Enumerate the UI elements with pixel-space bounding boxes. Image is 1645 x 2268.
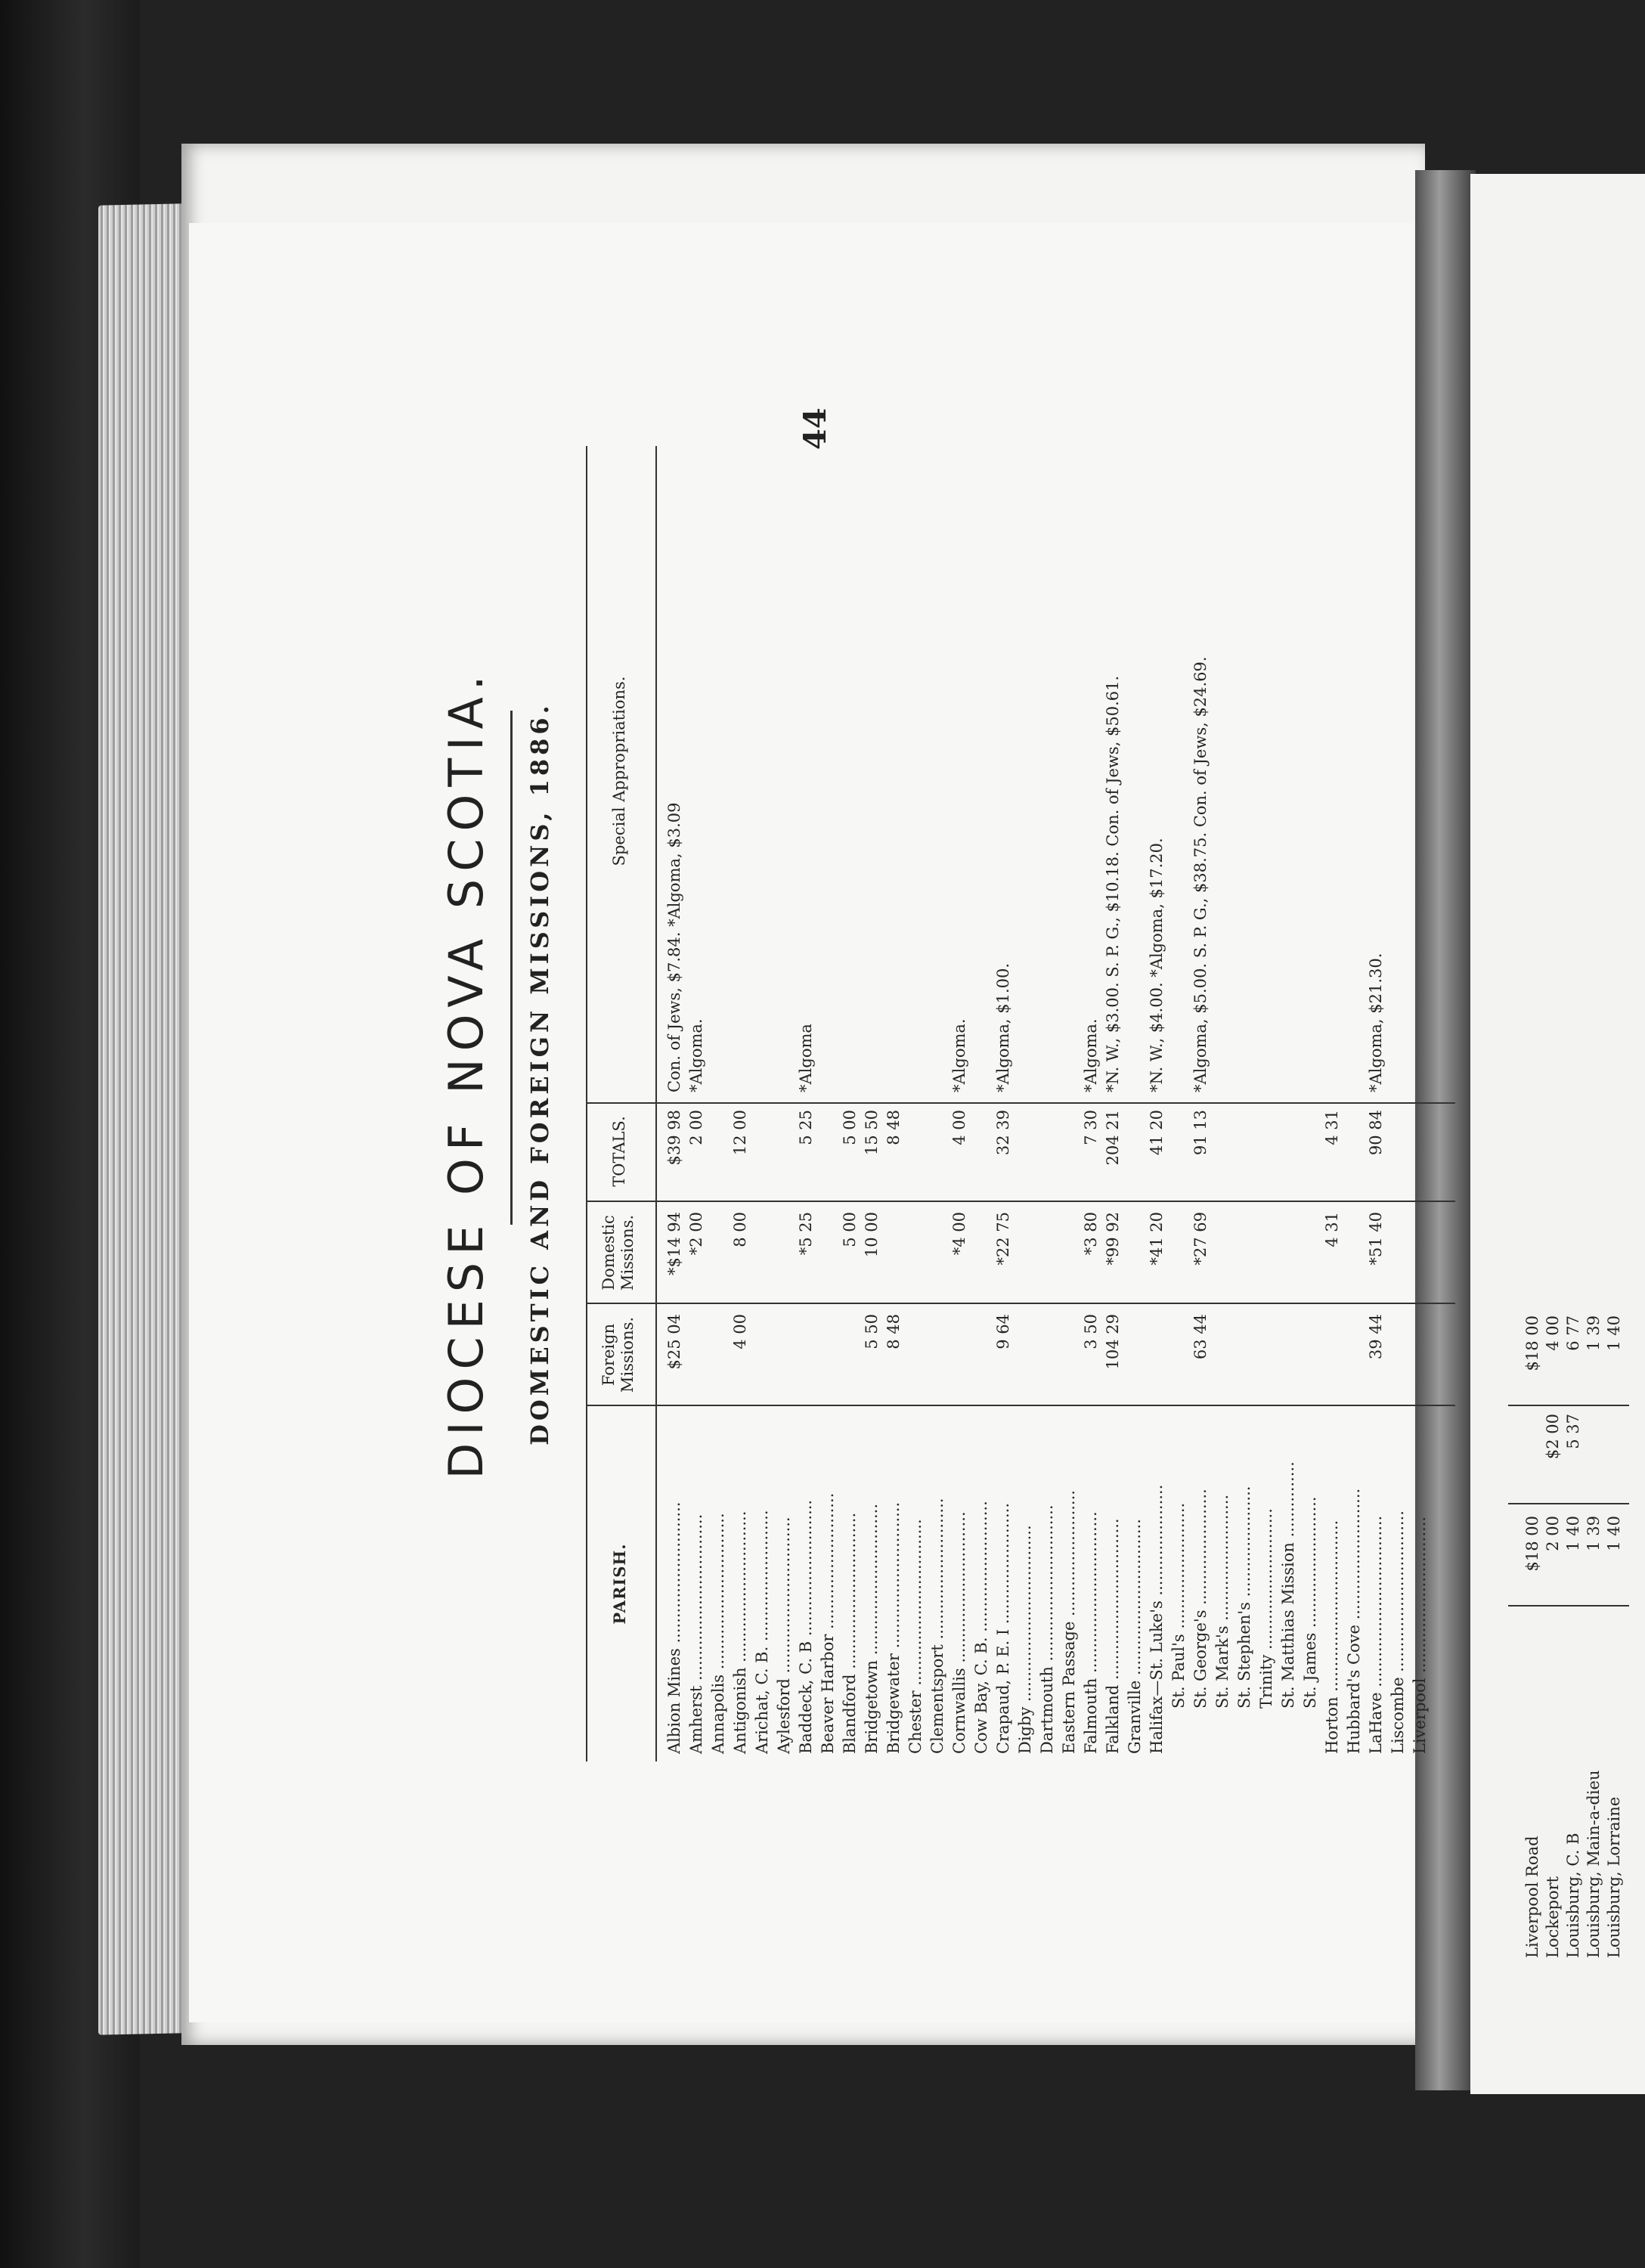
next-page-preview [1508, 1308, 1629, 1988]
parish-name: St. Mark's ......................... [1213, 1494, 1231, 1709]
total-value: 6 77 [1564, 1315, 1582, 1351]
foreign-missions-value: 9 64 [994, 1314, 1012, 1349]
foreign-missions-value: $25 04 [665, 1314, 683, 1370]
special-appropriation-note: *Algoma. [950, 1018, 968, 1092]
parish-name: Liverpool Road [1523, 1836, 1541, 1958]
parish-name: St. James .......................... [1301, 1496, 1319, 1709]
domestic-missions-value: $2 00 [1544, 1414, 1562, 1460]
parish-name: Bridgetown .............................. [863, 1503, 881, 1754]
parish-name: Dartmouth ............................... [1038, 1504, 1056, 1754]
total-value: 15 50 [863, 1110, 881, 1156]
domestic-missions-value: 5 00 [841, 1212, 859, 1247]
total-value: 1 40 [1605, 1315, 1623, 1351]
total-value: 1 39 [1585, 1315, 1603, 1351]
parish-name: Crapaud, P. E. I ........................ [994, 1503, 1012, 1754]
column-rule [1508, 1605, 1629, 1606]
parish-name: Louisburg, Lorraine [1605, 1796, 1623, 1958]
parish-name: Baddeck, C. B ........................... [797, 1499, 815, 1754]
total-value: 5 25 [797, 1110, 815, 1145]
parish-name: St. Paul's ......................... [1169, 1502, 1188, 1709]
domestic-missions-value: 8 00 [731, 1212, 749, 1247]
parish-name: Clementsport ............................ [928, 1498, 946, 1754]
parish-name: Blandford ............................... [841, 1512, 859, 1754]
column-rule [586, 1405, 1455, 1406]
table-header-rule [655, 446, 657, 1761]
total-value: 5 00 [841, 1110, 859, 1145]
special-appropriation-note: *Algoma [797, 1024, 815, 1092]
special-appropriation-note: *Algoma, $1.00. [994, 962, 1012, 1092]
domestic-missions-value: *3 80 [1082, 1212, 1100, 1256]
parish-name: Digby ................................... [1016, 1525, 1034, 1754]
column-rule [1508, 1405, 1629, 1406]
domestic-missions-value: *$14 94 [665, 1212, 683, 1275]
domestic-missions-value: *5 25 [797, 1212, 815, 1256]
total-value: 4 00 [950, 1110, 968, 1145]
page-title: DIOCESE OF NOVA SCOTIA. [438, 668, 494, 1479]
column-header-parish: PARISH. [610, 1543, 629, 1625]
special-appropriation-note: *N. W., $4.00. *Algoma, $17.20. [1148, 838, 1166, 1092]
foreign-missions-value: 63 44 [1191, 1314, 1210, 1360]
special-appropriation-note: *Algoma, $21.30. [1367, 953, 1385, 1092]
total-value: 204 21 [1104, 1110, 1122, 1166]
total-value: 91 13 [1191, 1110, 1210, 1156]
rotated-page-content [367, 318, 1463, 1830]
total-value: 4 31 [1323, 1110, 1341, 1145]
special-appropriation-note: *Algoma. [687, 1018, 705, 1092]
domestic-missions-value: *41 20 [1148, 1212, 1166, 1266]
foreign-missions-value: 8 48 [884, 1314, 903, 1349]
domestic-missions-value: *51 40 [1367, 1212, 1385, 1266]
foreign-missions-value: 5 50 [863, 1314, 881, 1349]
parish-name: Lockeport [1544, 1876, 1562, 1958]
domestic-missions-value: 10 00 [863, 1212, 881, 1258]
column-header-domestic: Domestic Missions. [599, 1214, 637, 1291]
foreign-missions-value: 4 00 [731, 1314, 749, 1349]
domestic-missions-value: *99 92 [1104, 1212, 1122, 1266]
page-subtitle: DOMESTIC AND FOREIGN MISSIONS, 1886. [525, 702, 554, 1445]
column-rule [586, 1102, 1455, 1104]
column-header-totals: TOTALS. [610, 1116, 628, 1187]
special-appropriation-note: *N. W., $3.00. S. P. G., $10.18. Con. of Jews, $50.61. [1104, 675, 1122, 1092]
foreign-missions-value: $18 00 [1523, 1516, 1541, 1572]
parish-name: Louisburg, C. B [1564, 1833, 1582, 1958]
parish-name: Annapolis ............................... [709, 1513, 727, 1754]
total-value: 12 00 [731, 1110, 749, 1156]
parish-name: Amherst ................................. [687, 1514, 705, 1754]
foreign-missions-value: 1 39 [1585, 1516, 1603, 1551]
parish-name: Hubbard's Cove .......................... [1345, 1488, 1363, 1754]
parish-name: Bridgewater ............................. [884, 1501, 903, 1754]
domestic-missions-value: *4 00 [950, 1212, 968, 1256]
total-value: 8 48 [884, 1110, 903, 1145]
total-value: 41 20 [1148, 1110, 1166, 1156]
parish-name: Liscombe ................................ [1389, 1510, 1407, 1754]
total-value: 2 00 [687, 1110, 705, 1145]
foreign-missions-value: 2 00 [1544, 1516, 1562, 1551]
domestic-missions-value: 4 31 [1323, 1212, 1341, 1247]
domestic-missions-value: *2 00 [687, 1212, 705, 1256]
total-value: 7 30 [1082, 1110, 1100, 1145]
parish-name: Cornwallis .............................. [950, 1511, 968, 1754]
parish-name: Aylesford ............................... [775, 1517, 793, 1754]
parish-name: St. Matthias Mission ............... [1279, 1461, 1297, 1709]
page-number: 44 [798, 407, 833, 450]
parish-name: Arichat, C. B. .......................... [753, 1510, 771, 1754]
parish-name: Beaver Harbor ........................... [819, 1492, 837, 1754]
parish-name: Trinity ............................ [1257, 1508, 1275, 1709]
parish-name: Louisburg, Main-a-dieu [1585, 1770, 1603, 1958]
foreign-missions-value: 39 44 [1367, 1314, 1385, 1360]
domestic-missions-value: *22 75 [994, 1212, 1012, 1266]
domestic-missions-value: *27 69 [1191, 1212, 1210, 1266]
foreign-missions-value: 104 29 [1104, 1314, 1122, 1370]
parish-name: Eastern Passage ......................... [1060, 1490, 1078, 1754]
domestic-missions-value: 5 37 [1564, 1414, 1582, 1449]
column-header-foreign: Foreign Missions. [599, 1316, 637, 1393]
parish-name: Liverpool ............................... [1411, 1516, 1429, 1754]
foreign-missions-value: 1 40 [1605, 1516, 1623, 1551]
parish-name: Granville ............................... [1126, 1519, 1144, 1754]
parish-name: Halifax—St. Luke's ...................... [1148, 1484, 1166, 1754]
parish-name: Falkland ................................ [1104, 1518, 1122, 1754]
parish-name: LaHave .................................. [1367, 1515, 1385, 1754]
total-value: $39 98 [665, 1110, 683, 1166]
total-value: 4 00 [1544, 1315, 1562, 1351]
foreign-missions-value: 1 40 [1564, 1516, 1582, 1551]
special-appropriation-note: *Algoma. [1082, 1018, 1100, 1092]
title-divider [510, 711, 513, 1225]
special-appropriation-note: *Algoma, $5.00. S. P. G., $38.75. Con. of Jews, $24.69. [1191, 656, 1210, 1092]
total-value: 32 39 [994, 1110, 1012, 1156]
parish-name: Antigonish .............................. [731, 1510, 749, 1754]
special-appropriation-note: Con. of Jews, $7.84. *Algoma, $3.09 [665, 802, 683, 1092]
column-header-special: Special Appropriations. [610, 676, 628, 866]
missions-table [586, 446, 1455, 1761]
total-value: $18 00 [1523, 1315, 1541, 1371]
foreign-missions-value: 3 50 [1082, 1314, 1100, 1349]
parish-name: Albion Mines ............................ [665, 1501, 683, 1754]
table-top-rule [586, 446, 587, 1761]
column-rule [1508, 1503, 1629, 1504]
parish-name: Falmouth ................................ [1082, 1511, 1100, 1754]
parish-name: Chester ................................. [906, 1519, 925, 1754]
parish-name: Cow Bay, C. B. .......................... [972, 1501, 990, 1754]
column-rule [586, 1201, 1455, 1202]
total-value: 90 84 [1367, 1110, 1385, 1156]
parish-name: Horton .................................. [1323, 1520, 1341, 1754]
parish-name: St. George's ....................... [1191, 1489, 1210, 1709]
column-rule [586, 1303, 1455, 1304]
parish-name: St. Stephen's ...................... [1235, 1486, 1253, 1709]
